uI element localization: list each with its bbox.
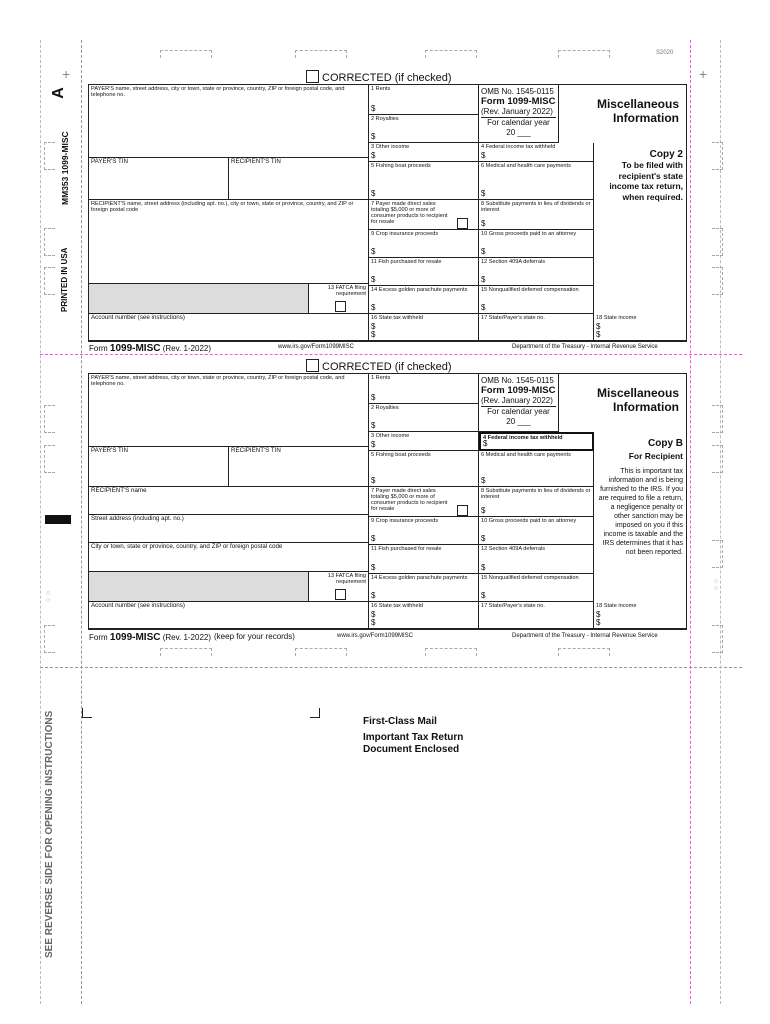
window-corner-mark: [310, 708, 320, 718]
side-bracket: [712, 445, 723, 473]
copy-label: Copy B: [648, 438, 683, 449]
year-field[interactable]: 20 ___: [506, 128, 531, 137]
dollar-sign: $: [371, 393, 376, 402]
box-8-substitute[interactable]: [479, 200, 594, 230]
box-17-state-no[interactable]: [479, 602, 594, 629]
bottom-tab: [425, 648, 477, 656]
dollar-sign: $: [371, 440, 376, 449]
dollar-sign: $: [371, 421, 376, 430]
dollar-sign: $: [371, 303, 376, 312]
payer-name-box[interactable]: [89, 374, 369, 447]
copy-label-block: [597, 149, 683, 202]
form-name: Form 1099-MISC: [481, 385, 556, 396]
hole-mark: ○ ○: [714, 578, 719, 592]
form-name: Form 1099-MISC: [481, 96, 556, 107]
dollar-sign: $: [371, 610, 376, 619]
dollar-sign: $: [371, 189, 376, 198]
plus-mark: +: [699, 66, 708, 82]
top-tab: [295, 50, 347, 58]
box-label: 11 Fish purchased for resale: [371, 259, 442, 265]
box-18-state-income[interactable]: [594, 602, 686, 629]
fatca-label: 13 FATCA filing requirement: [327, 285, 366, 297]
dollar-sign: $: [481, 151, 486, 160]
form-revision: (Rev. January 2022): [481, 107, 556, 118]
payer-tin-label: PAYER'S TIN: [91, 447, 128, 454]
box-10-attorney[interactable]: [479, 517, 594, 545]
calendar-year-label: For calendar year: [487, 118, 550, 127]
shaded-box: [89, 284, 309, 314]
box-label: 11 Fish purchased for resale: [371, 546, 442, 552]
box-label: 16 State tax withheld: [371, 315, 423, 321]
dollar-sign: $: [483, 439, 488, 448]
box-4-federal-tax[interactable]: [479, 432, 594, 451]
footer-url: www.irs.gov/Form1099MISC: [278, 344, 355, 350]
dollar-sign: $: [481, 247, 486, 256]
box-7-checkbox[interactable]: [457, 505, 468, 516]
dollar-sign: $: [596, 330, 601, 339]
box-label: 8 Substitute payments in lieu of dividends or interest: [481, 201, 591, 213]
copy-letter: A: [49, 87, 67, 99]
hole-mark: ○ ○: [46, 590, 51, 604]
window-corner-mark: [82, 708, 92, 718]
box-label: 9 Crop insurance proceeds: [371, 518, 439, 524]
payer-tin-label: PAYER'S TIN: [91, 158, 128, 165]
dollar-sign: $: [371, 476, 376, 485]
side-bracket: [712, 405, 723, 433]
shaded-box: [89, 572, 309, 602]
corrected-checkbox-row[interactable]: [306, 359, 452, 373]
copy-subtitle: For Recipient: [628, 451, 683, 461]
box-14-parachute[interactable]: [369, 574, 479, 602]
corrected-label: CORRECTED (if checked): [322, 72, 452, 84]
middle-perforation: [40, 354, 742, 355]
fatca-checkbox[interactable]: [335, 301, 346, 312]
top-tab: [558, 50, 610, 58]
copy-instructions: This is important tax information and is being furnished to the IRS. If you are required to file a return, a negligence penalty or other sanction may be imposed on you if this income is taxable and the IRS determines that it has not been reported.: [598, 468, 683, 556]
box-15-nonqualified[interactable]: [479, 286, 594, 314]
side-bracket: [712, 228, 723, 256]
dollar-sign: $: [371, 618, 376, 627]
box-12-409a[interactable]: [479, 258, 594, 286]
dollar-sign: $: [481, 476, 486, 485]
side-bracket: [44, 445, 55, 473]
box-7-direct-sales[interactable]: [369, 200, 479, 230]
dollar-sign: $: [371, 534, 376, 543]
dollar-sign: $: [371, 275, 376, 284]
top-tab: [425, 50, 477, 58]
box-17-state-no[interactable]: [479, 314, 594, 341]
street-address-label: Street address (including apt. no.): [91, 515, 184, 522]
box-2-royalties[interactable]: [369, 404, 479, 432]
dollar-sign: $: [371, 591, 376, 600]
mail-notice: [363, 716, 463, 756]
footer-form-number: 1099-MISC: [109, 632, 161, 643]
box-label: 3 Other income: [371, 433, 410, 439]
dollar-sign: $: [371, 151, 376, 160]
footer-department: Department of the Treasury - Internal Revenue Service: [512, 633, 658, 639]
omb-block: [479, 85, 559, 143]
city-label: City or town, state or province, country, and ZIP or foreign postal code: [91, 543, 283, 550]
footer-url: www.irs.gov/Form1099MISC: [337, 633, 414, 639]
city-box[interactable]: [89, 543, 369, 572]
right-perforation: [690, 40, 691, 1004]
box-15-nonqualified[interactable]: [479, 574, 594, 602]
dollar-sign: $: [371, 247, 376, 256]
right-edge-guide: [720, 40, 721, 1004]
corrected-checkbox-row[interactable]: [306, 70, 452, 84]
dollar-sign: $: [596, 618, 601, 627]
box-6-medical[interactable]: [479, 451, 594, 487]
dollar-sign: $: [481, 219, 486, 228]
black-registration-mark: [45, 515, 71, 524]
box-12-409a[interactable]: [479, 545, 594, 574]
dollar-sign: $: [596, 322, 601, 331]
box-label: 17 State/Payer's state no.: [481, 315, 545, 321]
box-7-checkbox[interactable]: [457, 218, 468, 229]
box-9-crop[interactable]: [369, 230, 479, 258]
box-label: 16 State tax withheld: [371, 603, 423, 609]
box-7-direct-sales[interactable]: [369, 487, 479, 517]
account-number-box[interactable]: [89, 314, 369, 341]
fatca-checkbox[interactable]: [335, 589, 346, 600]
fatca-box[interactable]: [309, 284, 369, 314]
bottom-perforation: [40, 667, 742, 668]
form-copy-b: [88, 373, 687, 630]
box-4-federal-tax[interactable]: [479, 143, 594, 162]
corrected-checkbox[interactable]: [306, 359, 319, 372]
side-bracket: [712, 540, 723, 568]
dollar-sign: $: [481, 506, 486, 515]
reverse-side-instructions: SEE REVERSE SIDE FOR OPENING INSTRUCTIONS: [44, 710, 55, 958]
footer-form-copy-2: Form 1099-MISC (Rev. 1-2022): [89, 343, 212, 354]
document-enclosed: Document Enclosed: [363, 744, 460, 755]
dollar-sign: $: [371, 563, 376, 572]
footer-form-number: 1099-MISC: [109, 343, 161, 354]
dollar-sign: $: [481, 303, 486, 312]
calendar-year-label: For calendar year: [487, 407, 550, 416]
form-revision: (Rev. January 2022): [481, 396, 556, 407]
box-16-state-tax[interactable]: [369, 314, 479, 341]
box-10-attorney[interactable]: [479, 230, 594, 258]
corrected-checkbox[interactable]: [306, 70, 319, 83]
box-label: 2 Royalties: [371, 405, 399, 411]
recipient-name-box[interactable]: [89, 487, 369, 515]
copy-instructions: To be filed with recipient's state income tax return, when required.: [609, 160, 683, 202]
form-title: Miscellaneous Information: [596, 386, 679, 414]
dollar-sign: $: [481, 591, 486, 600]
recipient-tin-box[interactable]: [229, 447, 369, 487]
bottom-tab: [160, 648, 212, 656]
box-3-other-income[interactable]: [369, 143, 479, 162]
box-9-crop[interactable]: [369, 517, 479, 545]
box-1-rents[interactable]: [369, 374, 479, 404]
footer-revision: (Rev. 1-2022): [162, 633, 212, 642]
recipient-tin-box[interactable]: [229, 158, 369, 200]
year-field[interactable]: 20 ___: [506, 417, 531, 426]
account-label: Account number (see instructions): [91, 314, 185, 321]
payer-tin-box[interactable]: [89, 447, 229, 487]
recipient-name-label: RECIPIENT'S name: [91, 487, 147, 494]
dollar-sign: $: [371, 132, 376, 141]
bottom-tab: [295, 648, 347, 656]
box-label: 4 Federal income tax withheld: [481, 144, 556, 150]
box-3-other-income[interactable]: [369, 432, 479, 451]
side-bracket: [712, 267, 723, 295]
omb-block: [479, 374, 559, 432]
footer-department: Department of the Treasury - Internal Revenue Service: [512, 344, 658, 350]
left-edge-guide: [40, 40, 41, 1004]
box-label: 17 State/Payer's state no.: [481, 603, 545, 609]
box-label: 6 Medical and health care payments: [481, 163, 571, 169]
payer-name-label: PAYER'S name, street address, city or town, state or province, country, ZIP or foreign postal code, and telephone no.: [91, 375, 345, 387]
box-label: 10 Gross proceeds paid to an attorney: [481, 231, 577, 237]
corner-code: S2020: [656, 50, 674, 56]
footer-revision: (Rev. 1-2022): [162, 344, 212, 353]
recipient-info-label: RECIPIENT'S name, street address (including apt. no.), city or town, state or province, country, and ZIP or foreign postal code: [91, 201, 354, 213]
box-label: 12 Section 409A deferrals: [481, 546, 546, 552]
side-bracket: [44, 228, 55, 256]
bottom-tab: [558, 648, 610, 656]
box-16-state-tax[interactable]: [369, 602, 479, 629]
box-2-royalties[interactable]: [369, 115, 479, 143]
dollar-sign: $: [371, 322, 376, 331]
dollar-sign: $: [481, 275, 486, 284]
left-perforation: [81, 40, 82, 1004]
payer-tin-box[interactable]: [89, 158, 229, 200]
box-label: 18 State income: [596, 603, 637, 609]
form-title: Miscellaneous Information: [596, 97, 679, 125]
dollar-sign: $: [481, 534, 486, 543]
side-bracket: [712, 142, 723, 170]
dollar-sign: $: [371, 330, 376, 339]
side-bracket: [44, 625, 55, 653]
copy-label: Copy 2: [649, 149, 683, 160]
side-bracket: [44, 267, 55, 295]
important-tax-return: Important Tax Return: [363, 732, 464, 743]
box-8-substitute[interactable]: [479, 487, 594, 517]
box-label: 5 Fishing boat proceeds: [371, 452, 431, 458]
first-class-mail: First-Class Mail: [363, 716, 437, 727]
box-11-fish[interactable]: [369, 545, 479, 574]
dollar-sign: $: [481, 563, 486, 572]
plus-mark: +: [62, 66, 71, 82]
box-label: 7 Payer made direct sales totaling $5,000 or more of consumer products to recipient for resale: [371, 488, 448, 512]
box-label: 4 Federal income tax withheld: [483, 435, 563, 441]
box-label: 14 Excess golden parachute payments: [371, 575, 468, 581]
side-bracket: [44, 142, 55, 170]
account-number-box[interactable]: [89, 602, 369, 629]
box-label: 12 Section 409A deferrals: [481, 259, 546, 265]
box-label: 7 Payer made direct sales totaling $5,000 or more of consumer products to recipient for resale: [371, 201, 448, 225]
payer-name-box[interactable]: [89, 85, 369, 158]
box-6-medical[interactable]: [479, 162, 594, 200]
payer-name-label: PAYER'S name, street address, city or town, state or province, country, ZIP or foreign postal code, and telephone no.: [91, 86, 345, 98]
box-label: 3 Other income: [371, 144, 410, 150]
box-1-rents[interactable]: [369, 85, 479, 115]
footer-form-copy-b: Form 1099-MISC (Rev. 1-2022): [89, 632, 212, 643]
box-label: 6 Medical and health care payments: [481, 452, 571, 458]
dollar-sign: $: [481, 189, 486, 198]
box-5-fishing[interactable]: [369, 162, 479, 200]
box-label: 5 Fishing boat proceeds: [371, 163, 431, 169]
box-label: 10 Gross proceeds paid to an attorney: [481, 518, 577, 524]
box-label: 1 Rents: [371, 86, 391, 92]
street-address-box[interactable]: [89, 515, 369, 543]
box-label: 8 Substitute payments in lieu of dividends or interest: [481, 488, 591, 500]
recipient-tin-label: RECIPIENT'S TIN: [231, 447, 281, 454]
omb-number: OMB No. 1545-0115: [481, 376, 554, 385]
dollar-sign: $: [371, 104, 376, 113]
side-bracket: [712, 625, 723, 653]
box-label: 2 Royalties: [371, 116, 399, 122]
omb-number: OMB No. 1545-0115: [481, 87, 554, 96]
dollar-sign: $: [596, 610, 601, 619]
top-tab: [160, 50, 212, 58]
form-code-vertical: MM353 1099-MISC: [60, 131, 70, 205]
fatca-label: 13 FATCA filing requirement: [327, 573, 366, 585]
box-label: 15 Nonqualified deferred compensation: [481, 575, 579, 581]
box-18-state-income[interactable]: [594, 314, 686, 341]
box-14-parachute[interactable]: [369, 286, 479, 314]
recipient-info-box[interactable]: [89, 200, 369, 284]
corrected-label: CORRECTED (if checked): [322, 361, 452, 373]
box-label: 14 Excess golden parachute payments: [371, 287, 468, 293]
fatca-box[interactable]: [309, 572, 369, 602]
box-5-fishing[interactable]: [369, 451, 479, 487]
account-label: Account number (see instructions): [91, 602, 185, 609]
copy-label-block: [597, 438, 683, 557]
box-label: 1 Rents: [371, 375, 391, 381]
box-label: 9 Crop insurance proceeds: [371, 231, 439, 237]
form-copy-2: [88, 84, 687, 342]
printed-in-usa: PRINTED IN USA: [60, 247, 69, 312]
recipient-tin-label: RECIPIENT'S TIN: [231, 158, 281, 165]
footer-keep-records: (keep for your records): [214, 632, 295, 641]
side-bracket: [44, 405, 55, 433]
box-label: 15 Nonqualified deferred compensation: [481, 287, 579, 293]
box-11-fish[interactable]: [369, 258, 479, 286]
box-label: 18 State income: [596, 315, 637, 321]
